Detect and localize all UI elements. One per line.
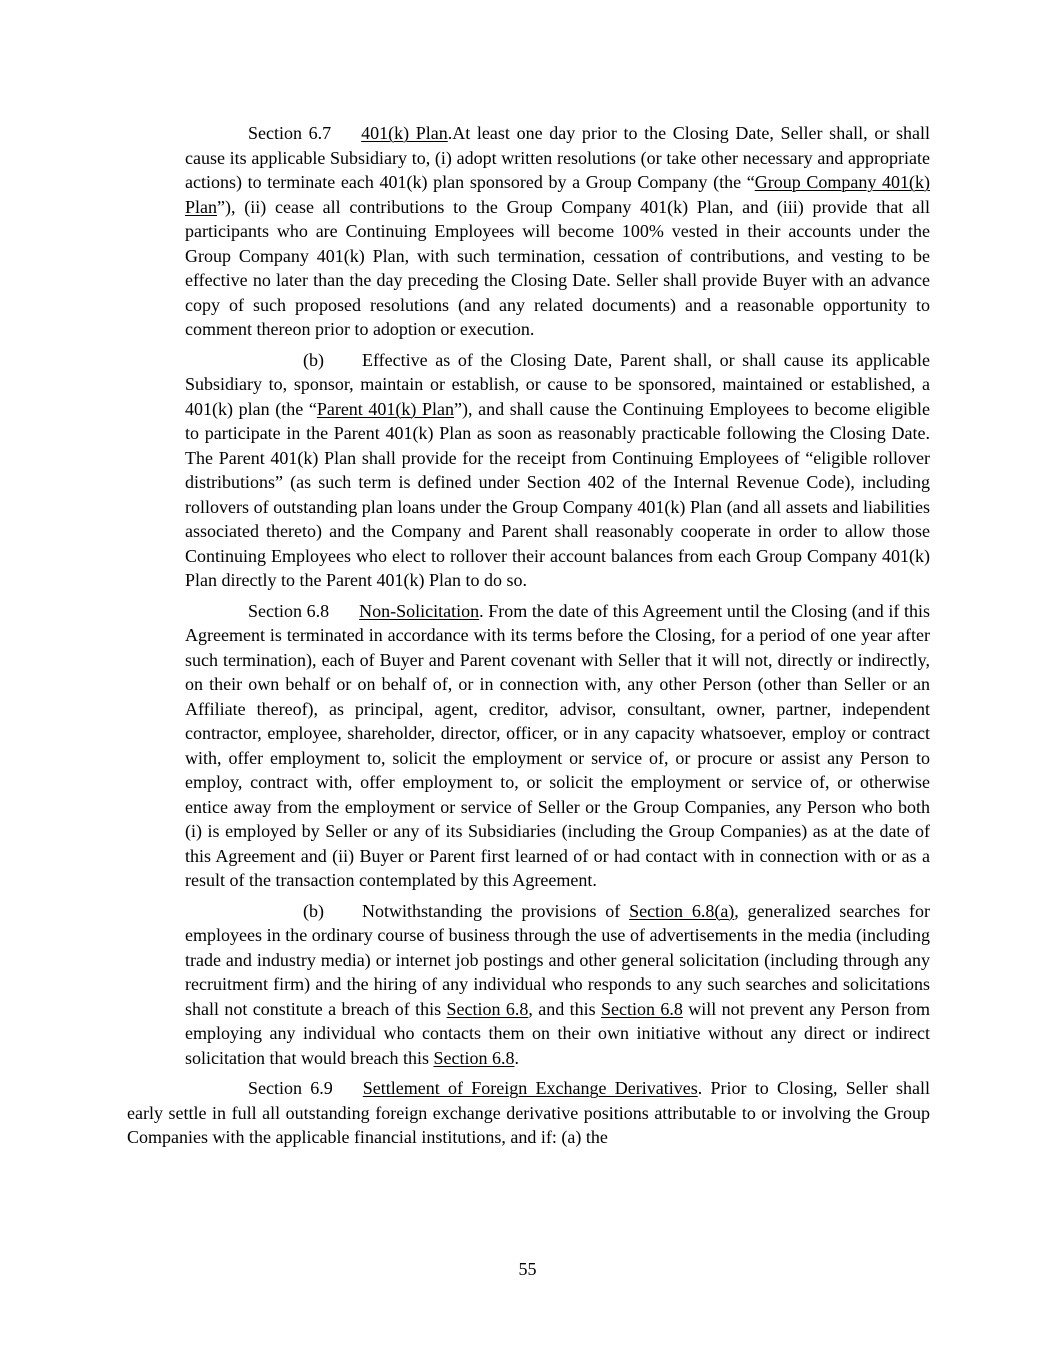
underlined-term: Non-Solicitation: [359, 600, 480, 621]
text-run: , and this: [528, 998, 601, 1019]
underlined-term: Group Company 401(k) Plan: [185, 172, 930, 217]
page-number: 55: [518, 1259, 537, 1279]
underlined-term: Section 6.8(a): [629, 900, 735, 921]
underlined-term: Section 6.8: [433, 1047, 515, 1068]
text-run: will not prevent any Person from employing any individual who contacts them on their own initiative without any direct or indirect solicitation that would breach this: [185, 998, 930, 1068]
paragraph-section-6-8-non-solicitation: [185, 599, 930, 893]
text-run: .At least one day prior to the Closing Date, Seller shall, or shall cause its applicable Subsidiary to, (i) adopt written resolutions (or take other necessary and appropriate actions) to terminate each 401(k) plan sponsored by a Group Company (the “: [185, 123, 930, 192]
text-run: Section 6.9: [248, 1078, 333, 1098]
underlined-term: 401(k) Plan: [361, 123, 448, 143]
paragraph-section-6-7-401k-plan: [185, 121, 930, 342]
text-run: Section 6.7: [248, 123, 332, 143]
text-run: . From the date of this Agreement until the Closing (and if this Agreement is terminated in accordance with its terms before the Closing, for a period of one year after such termination), each of Buyer and Parent covenant with Seller that it will not, directly or indirectly, on their own behalf or on behalf of, or in connection with, any other Person (other than Seller or an Affiliate thereof), as principal, agent, creditor, advisor, consultant, owner, partner, independent contractor, employee, shareholder, director, officer, or in any capacity whatsoever, employ or contract with, offer employment to, solicit the employment or service of, or procure or assist any Person to employ, contract with, offer employment to, or solicit the employment or service of, or otherwise entice away from the employment or service of Seller or the Group Companies, any Person who both (i) is employed by Seller or any of its Subsidiaries (including the Group Companies) as at the date of this Agreement and (ii) Buyer or Parent first learned of or had contact with in connection with or as a result of the transaction contemplated by this Agreement.: [185, 600, 931, 890]
paragraph-section-6-9-settlement-fx-derivatives: [127, 1076, 930, 1150]
paragraph-section-6-7-b-parent-401k-plan: [185, 348, 930, 593]
text-run: (b): [303, 349, 324, 370]
paragraph-section-6-8-b-generalized-searches: [185, 899, 930, 1071]
text-run: Section 6.8: [248, 600, 330, 621]
document-body: [127, 121, 931, 1156]
underlined-term: Section 6.8: [446, 998, 529, 1019]
text-run: , generalized searches for employees in the ordinary course of business through the use of advertisements in the media (including trade and industry media) or internet job postings and other general solicitation (including through any recruitment firm) and the hiring of any individual who responds to any such searches and solicitations shall not constitute a breach of this: [185, 900, 930, 1019]
text-run: . Prior to Closing, Seller shall early settle in full all outstanding foreign exchange derivative positions attributable to or involving the Group Companies with the applicable financial institutions, and if: (a) the: [127, 1078, 931, 1147]
text-run: Effective as of the Closing Date, Parent shall, or shall cause its applicable Subsidiary to, sponsor, maintain or establish, or cause to be sponsored, maintained or established, a 401(k) plan (the “: [185, 349, 930, 419]
text-run: (b): [303, 900, 324, 921]
text-run: ”), and shall cause the Continuing Employees to become eligible to participate in the Parent 401(k) Plan as soon as reasonably practicable following the Closing Date. The Parent 401(k) Plan shall provide for the receipt from Continuing Employees of “eligible rollover distributions” (as such term is defined under Section 402 of the Internal Revenue Code), including rollovers of outstanding plan loans under the Group Company 401(k) Plan (and all assets and liabilities associated thereto) and the Company and Parent shall reasonably cooperate in order to allow those Continuing Employees who elect to rollover their account balances from each Group Company 401(k) Plan directly to the Parent 401(k) Plan to do so.: [185, 398, 931, 590]
underlined-term: Parent 401(k) Plan: [316, 398, 455, 419]
text-run: Notwithstanding the provisions of: [362, 900, 630, 921]
underlined-term: Section 6.8: [600, 998, 683, 1019]
text-run: .: [514, 1047, 519, 1068]
underlined-term: Settlement of Foreign Exchange Derivatives: [362, 1078, 698, 1098]
text-run: ”), (ii) cease all contributions to the Group Company 401(k) Plan, and (iii) provide that all participants who are Continuing Employees will become 100% vested in their accounts under the Group Company 401(k) Plan, with such termination, cessation of contributions, and vesting to be effective no later than the day preceding the Closing Date. Seller shall provide Buyer with an advance copy of such proposed resolutions (and any related documents) and a reasonable opportunity to comment thereon prior to adoption or execution.: [185, 196, 930, 339]
